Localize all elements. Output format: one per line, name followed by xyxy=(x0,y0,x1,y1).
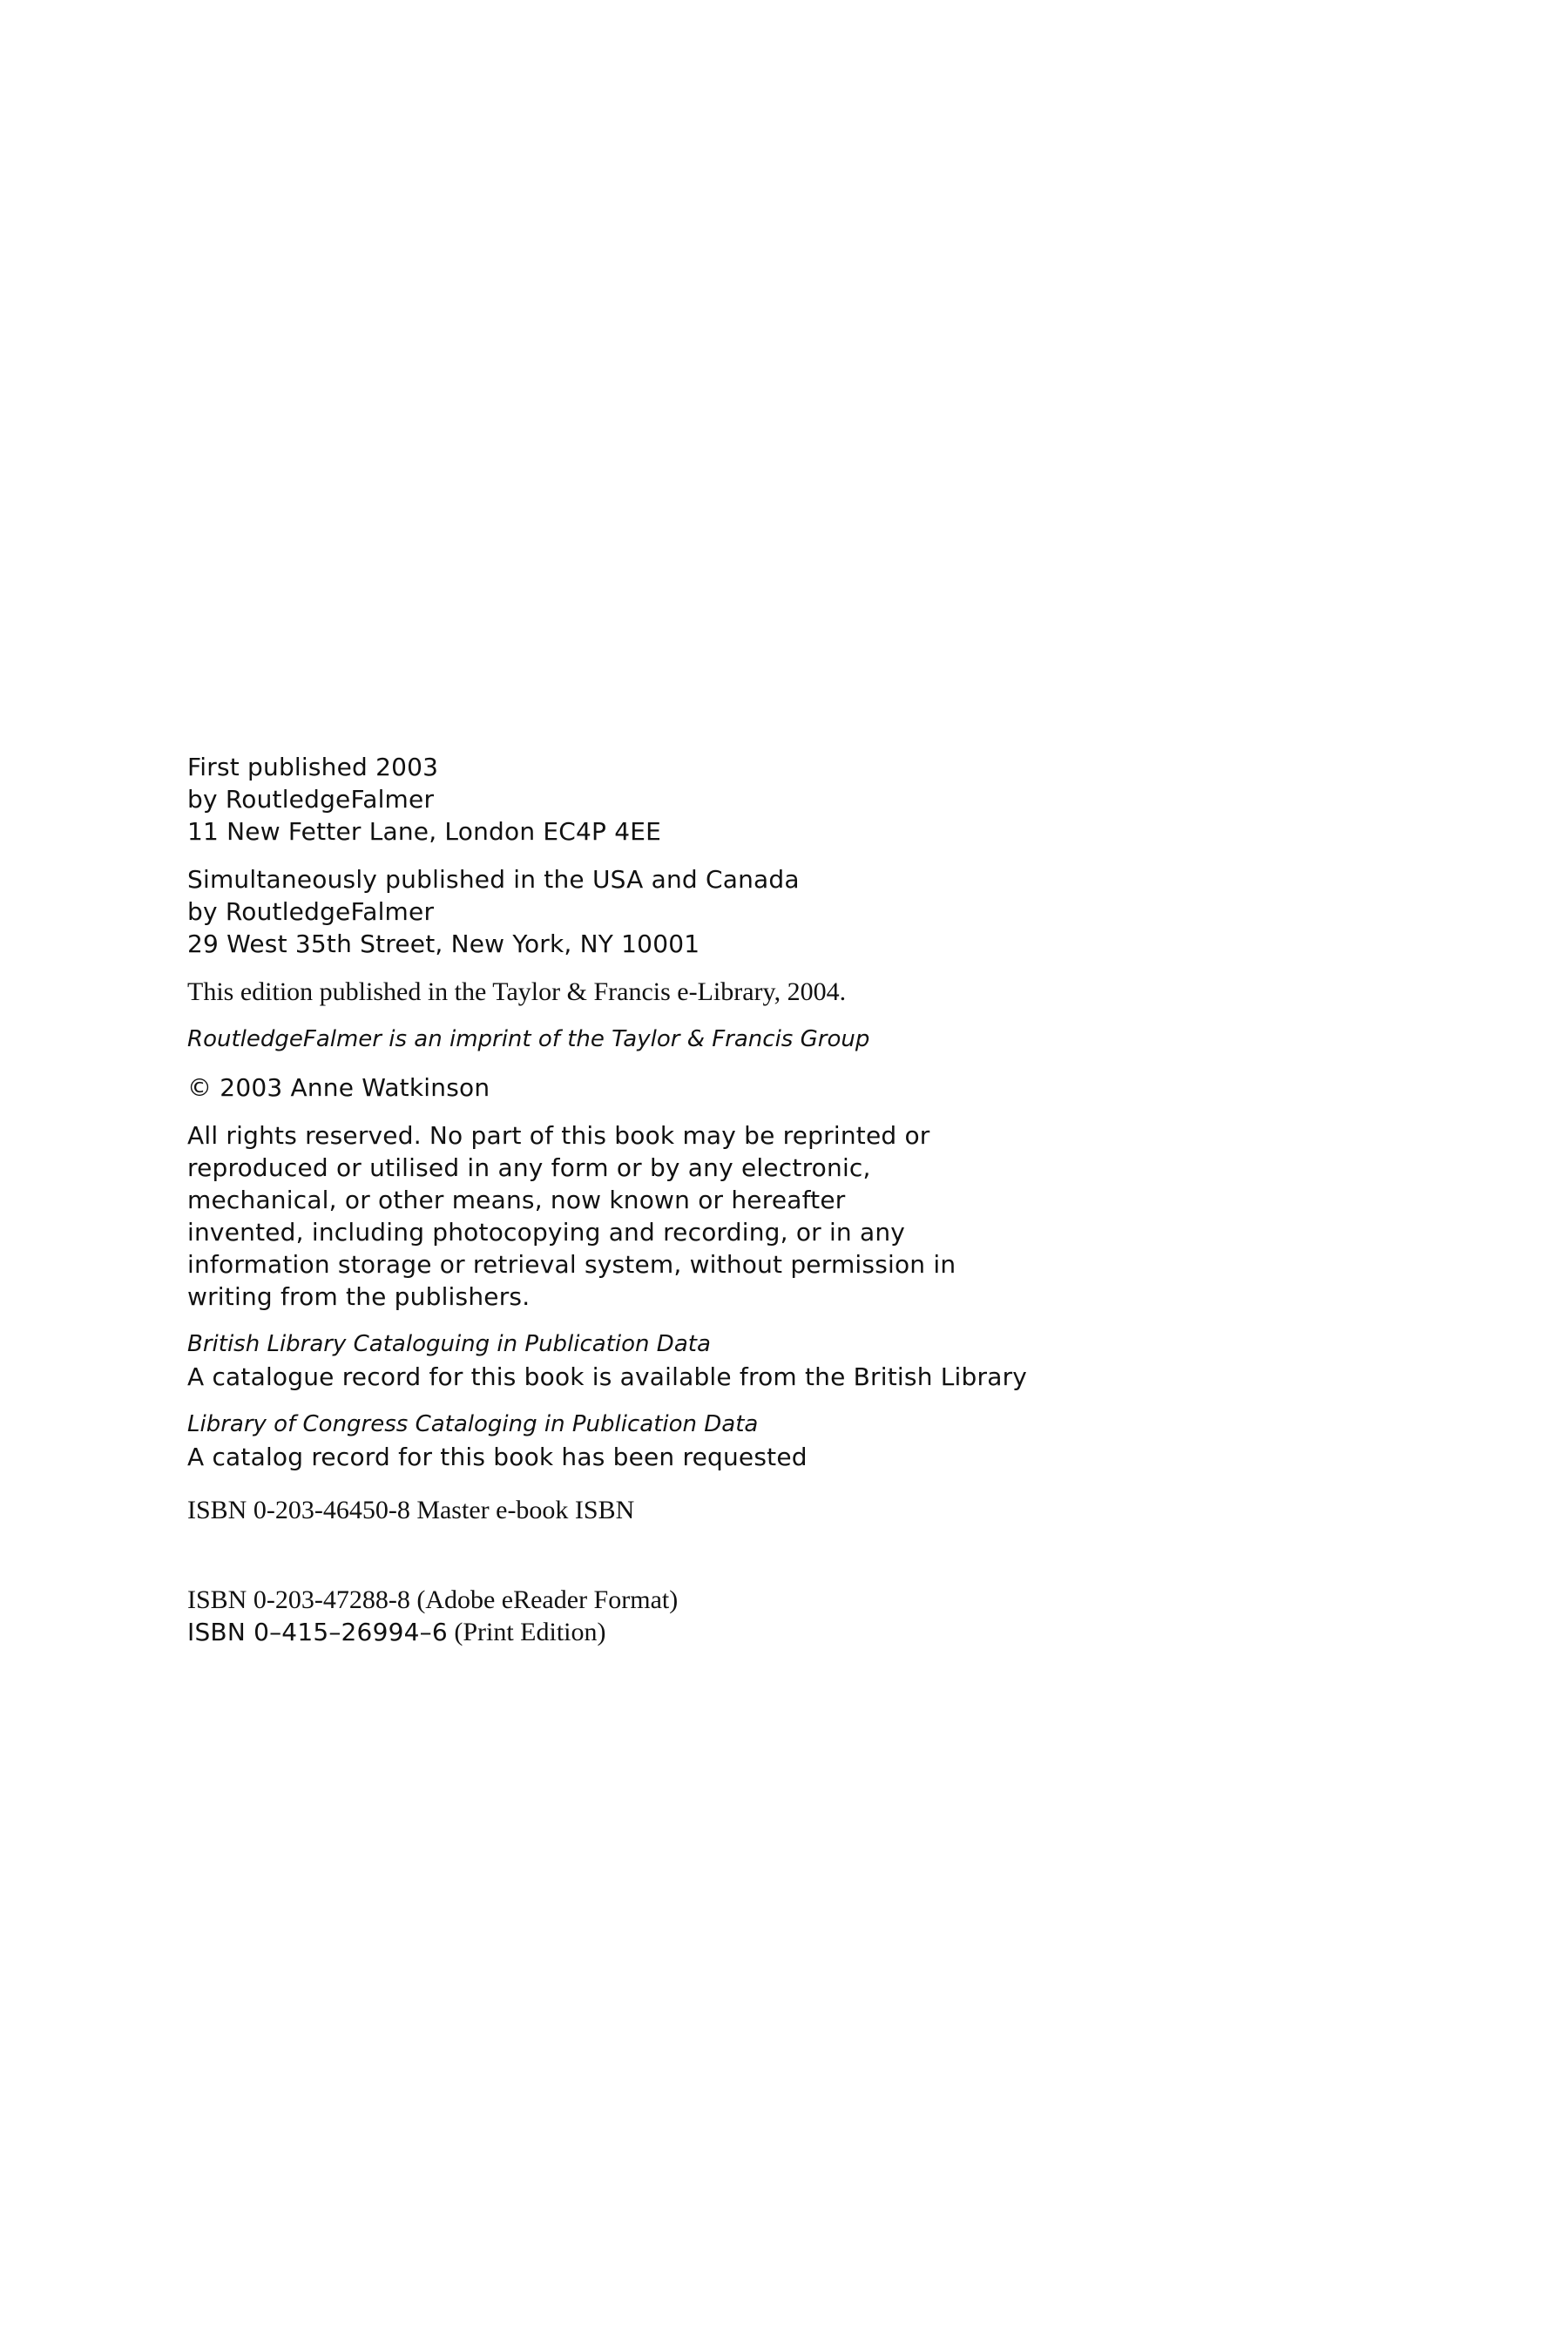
adobe-isbn-text: ISBN 0-203-47288-8 (Adobe eReader Format) xyxy=(187,1585,679,1614)
copyright-notice xyxy=(187,1071,1424,1104)
master-isbn xyxy=(187,1494,1424,1526)
simultaneous-line: Simultaneously published in the USA and Canada xyxy=(187,865,800,894)
rights-line: information storage or retrieval system, without permission in xyxy=(187,1250,956,1279)
us-publisher-line: by RoutledgeFalmer xyxy=(187,897,435,926)
edition-note-text: This edition published in the Taylor & Francis e-Library, 2004. xyxy=(187,977,847,1006)
imprint-note xyxy=(187,1024,1424,1056)
print-isbn-number: ISBN 0–415–26994–6 xyxy=(187,1618,448,1646)
rights-line: mechanical, or other means, now known or hereafter xyxy=(187,1186,846,1214)
master-isbn-text: ISBN 0-203-46450-8 Master e-book ISBN xyxy=(187,1496,635,1524)
print-isbn-suffix: (Print Edition) xyxy=(447,1618,606,1646)
imprint-note-text: RoutledgeFalmer is an imprint of the Taylor & Francis Group xyxy=(187,1026,870,1052)
london-address-line: 11 New Fetter Lane, London EC4P 4EE xyxy=(187,817,662,846)
first-published-line: First published 2003 xyxy=(187,753,439,781)
library-of-congress-block xyxy=(187,1409,1424,1473)
first-published-block xyxy=(187,751,1424,848)
library-of-congress-heading: Library of Congress Cataloging in Publication Data xyxy=(187,1411,759,1437)
rights-statement xyxy=(187,1119,1424,1313)
edition-note xyxy=(187,976,1424,1008)
print-isbn-line xyxy=(187,1616,1424,1648)
rights-line: reproduced or utilised in any form or by any electronic, xyxy=(187,1153,871,1182)
imprint-block xyxy=(187,751,1424,1648)
publisher-line: by RoutledgeFalmer xyxy=(187,785,435,814)
simultaneous-publication-block xyxy=(187,863,1424,960)
copyright-text: © 2003 Anne Watkinson xyxy=(187,1073,490,1102)
rights-line: All rights reserved. No part of this book may be reprinted or xyxy=(187,1121,930,1150)
british-library-text: A catalogue record for this book is available from the British Library xyxy=(187,1362,1028,1391)
new-york-address-line: 29 West 35th Street, New York, NY 10001 xyxy=(187,929,700,958)
rights-line: invented, including photocopying and recording, or in any xyxy=(187,1218,906,1247)
british-library-block xyxy=(187,1328,1424,1393)
isbn-list xyxy=(187,1584,1424,1648)
british-library-heading: British Library Cataloguing in Publication Data xyxy=(187,1331,711,1357)
library-of-congress-text: A catalog record for this book has been requested xyxy=(187,1443,808,1471)
rights-line: writing from the publishers. xyxy=(187,1282,531,1311)
